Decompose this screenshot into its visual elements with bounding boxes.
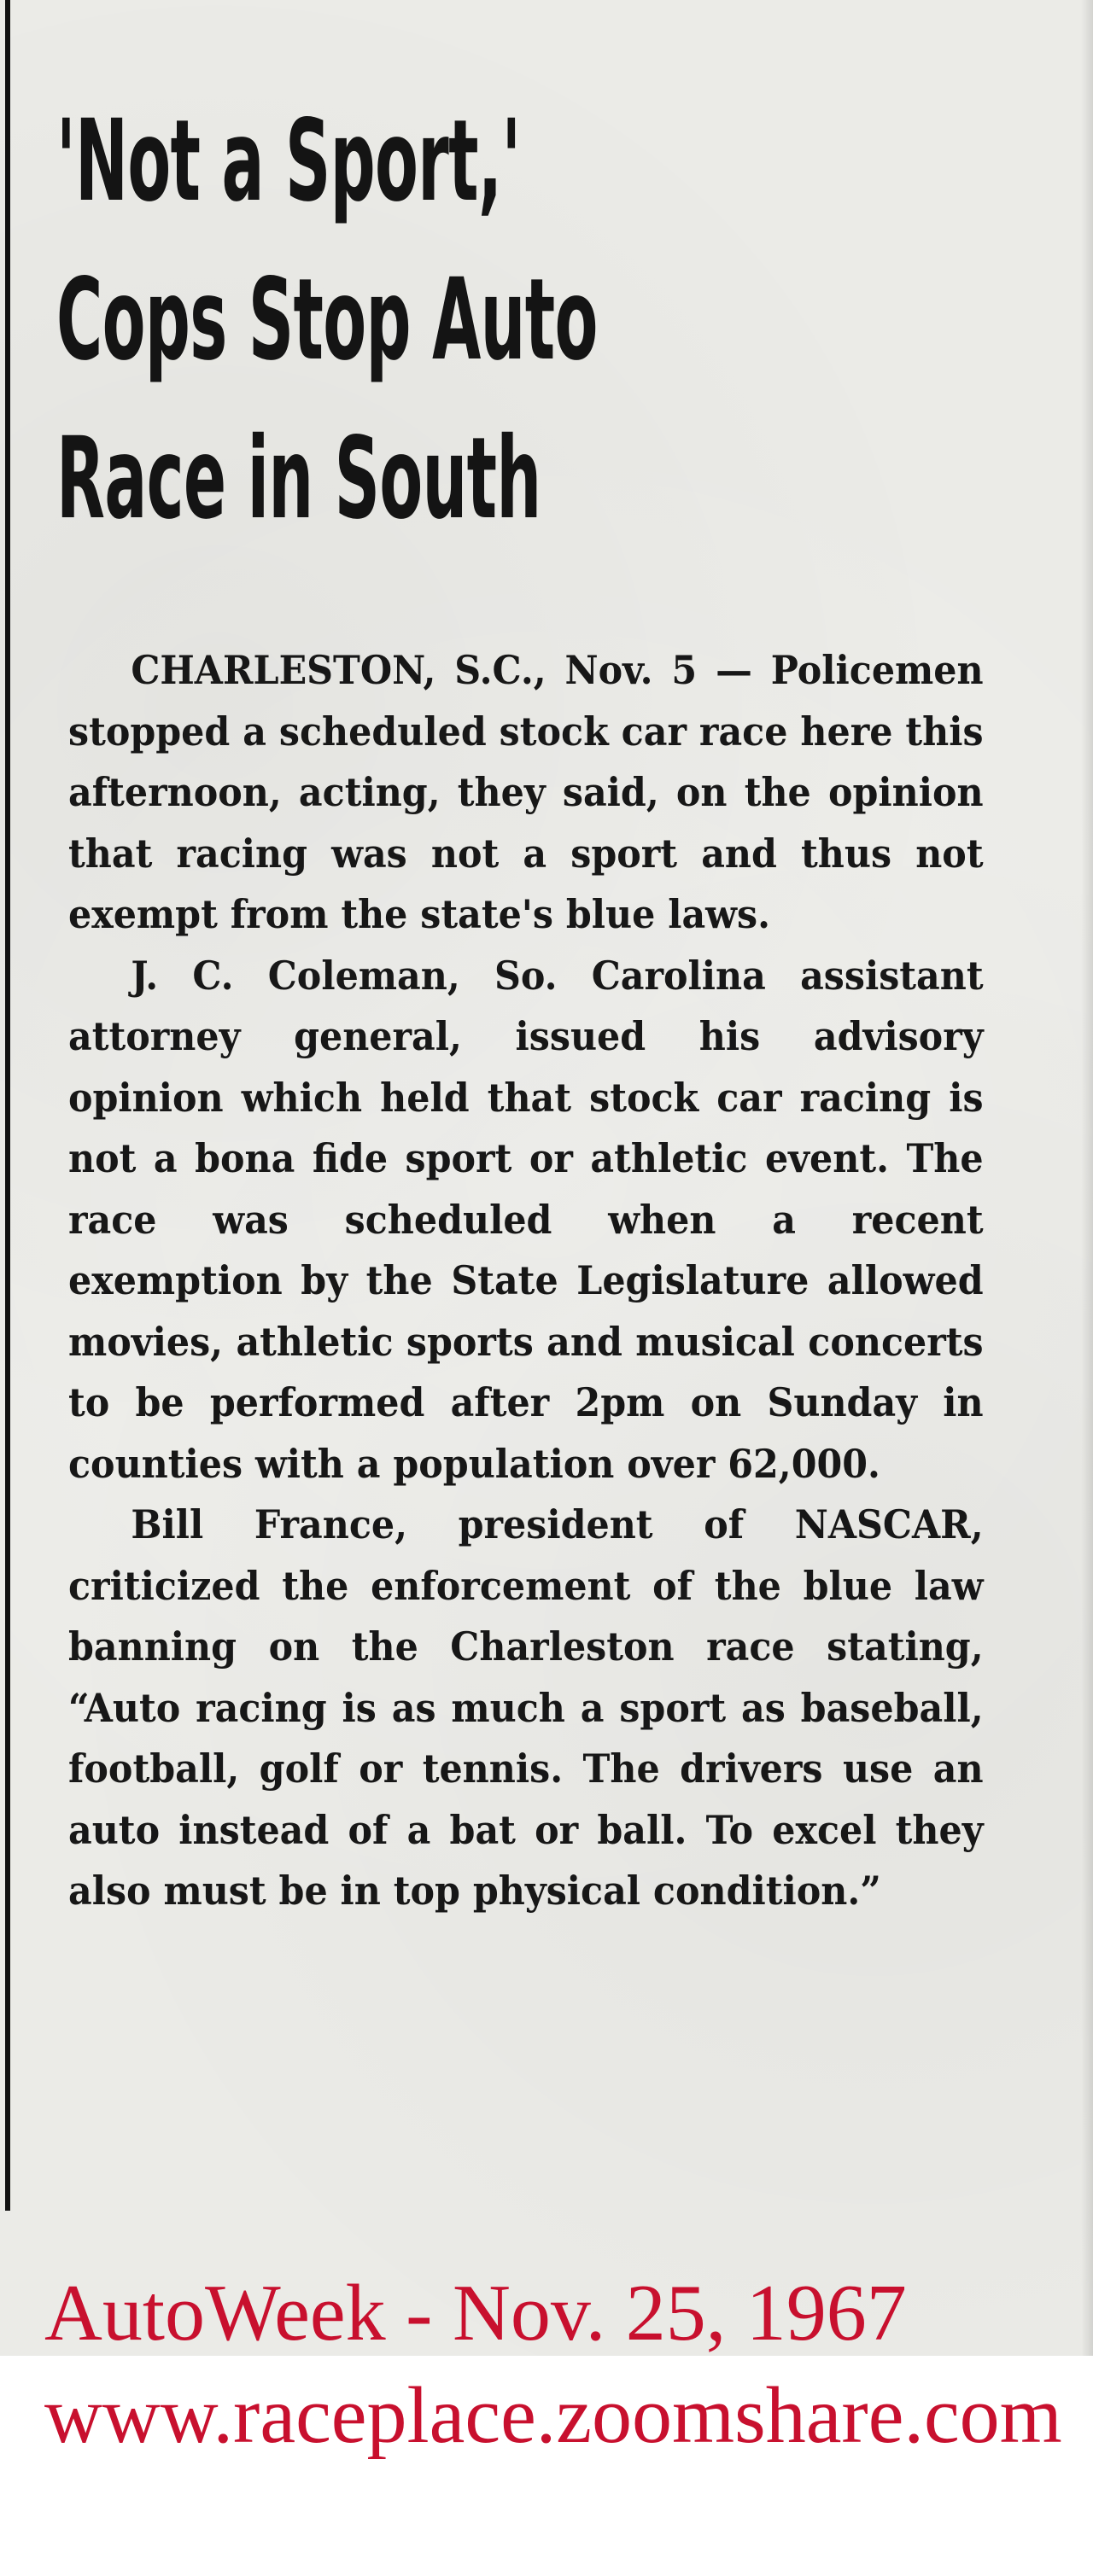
paragraph-coleman: J. C. Coleman, So. Carolina assistant attorney general, issued his advisory opinion which held that stock car racing is not a bona fide sport or athletic event. The race was scheduled when a recent exemption by the State Legislature allowed movies, athletic sports and musical concerts to be performed after 2pm on Sunday in counties with a population over 62,000.	[68, 952, 984, 1487]
headline	[56, 82, 606, 558]
source-caption: AutoWeek - Nov. 25, 1967	[44, 2269, 907, 2357]
column-rule	[5, 0, 10, 2211]
paragraph-france: Bill France, president of NASCAR, criticized the enforcement of the blue law banning on the Charleston race stating, “Auto racing is as much a sport as baseball, football, golf or tennis. The drivers use an auto instead of a bat or ball. To excel they also must be in top physical condition.”	[68, 1501, 984, 1914]
headline-line-3: Race in South	[56, 413, 541, 545]
article-body	[68, 640, 984, 1922]
website-caption: www.raceplace.zoomshare.com	[44, 2371, 1062, 2460]
headline-line-2: Cops Stop Auto	[56, 254, 598, 386]
headline-line-1: 'Not a Sport,'	[56, 96, 521, 227]
paragraph-dateline: CHARLESTON, S.C., Nov. 5 — Policemen stopped a scheduled stock car race here this afternoon, acting, they said, on the opinion that racing was not a sport and thus not exempt from the state's blue laws.	[68, 647, 984, 937]
paper-edge	[1081, 0, 1093, 2356]
